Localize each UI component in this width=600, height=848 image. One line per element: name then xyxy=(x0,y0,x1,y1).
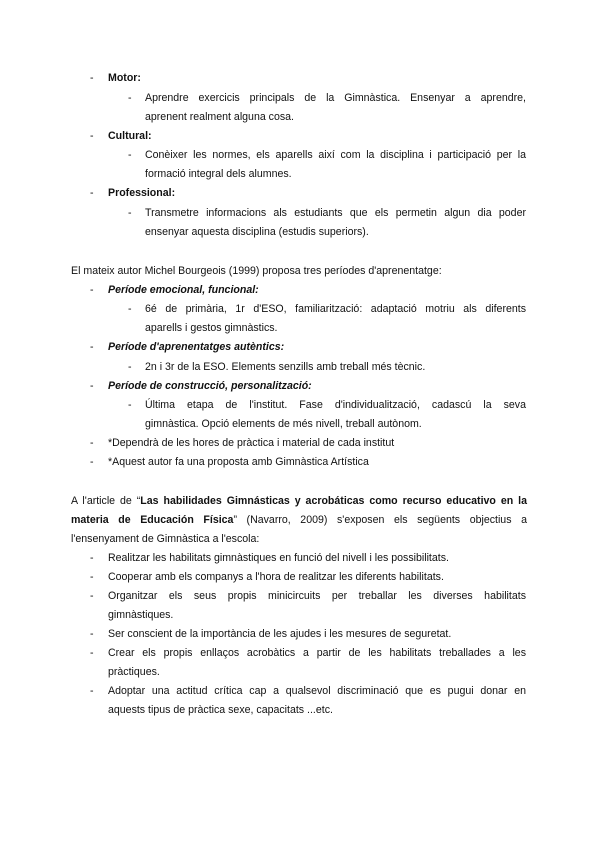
item-text: Adoptar una actitud crítica cap a qualsevol discriminació que es pugui donar en xyxy=(108,685,526,697)
item-heading: Motor: xyxy=(108,72,141,84)
item-text: Conèixer les normes, els aparells així com la disciplina i participació per la xyxy=(145,149,526,161)
bullet-dash: - xyxy=(90,284,94,296)
bullet-dash: - xyxy=(90,187,94,199)
item-text: Aprendre exercicis principals de la Gimnàstica. Ensenyar a aprendre, xyxy=(145,92,526,104)
intro-suffix: ” (Navarro, 2009) s'exposen els següents objectius a xyxy=(233,514,527,526)
bullet-dash: - xyxy=(90,590,94,602)
item-text: Crear els propis enllaços acrobàtics a partir de les habilitats treballades a les xyxy=(108,647,526,659)
item-text: Ser conscient de la importància de les ajudes i les mesures de seguretat. xyxy=(108,628,452,640)
bullet-dash: - xyxy=(90,380,94,392)
item-heading: Cultural: xyxy=(108,130,152,142)
item-text: aquests tipus de pràctica sexe, capacitats ...etc. xyxy=(108,704,333,716)
bullet-dash: - xyxy=(90,685,94,697)
item-text: Organitzar els seus propis minicircuits per treballar les diverses habilitats xyxy=(108,590,526,602)
paragraph: El mateix autor Michel Bourgeois (1999) proposa tres períodes d'aprenentatge: xyxy=(71,265,442,277)
item-text: aparells i gestos gimnàstics. xyxy=(145,322,278,334)
item-text: Transmetre informacions als estudiants que els permetin algun dia poder xyxy=(145,207,526,219)
note-text: *Dependrà de les hores de pràctica i material de cada institut xyxy=(108,437,395,449)
item-heading: Període d'aprenentatges autèntics: xyxy=(108,341,285,353)
item-heading: Període emocional, funcional: xyxy=(108,284,259,296)
bullet-dash: - xyxy=(90,341,94,353)
sub-bullet-dash: - xyxy=(128,303,132,315)
paragraph xyxy=(71,511,527,530)
item-text: gimnàstiques. xyxy=(108,609,174,621)
sub-bullet-dash: - xyxy=(128,399,132,411)
bullet-dash: - xyxy=(90,571,94,583)
item-text: pràctiques. xyxy=(108,666,160,678)
bullet-dash: - xyxy=(90,456,94,468)
item-text: Realitzar les habilitats gimnàstiques en funció del nivell i les possibilitats. xyxy=(108,552,449,564)
bullet-dash: - xyxy=(90,437,94,449)
item-text: formació integral dels alumnes. xyxy=(145,168,292,180)
bullet-dash: - xyxy=(90,647,94,659)
bullet-dash: - xyxy=(90,130,94,142)
item-text: 2n i 3r de la ESO. Elements senzills amb treball més tècnic. xyxy=(145,361,426,373)
bullet-dash: - xyxy=(90,552,94,564)
item-text: aprenent realment alguna cosa. xyxy=(145,111,295,123)
item-text: Última etapa de l'institut. Fase d'individualització, cadascú la seva xyxy=(145,399,526,411)
bullet-dash: - xyxy=(90,628,94,640)
article-title: Las habilidades Gimnásticas y acrobáticas como recurso educativo en la xyxy=(140,495,527,507)
sub-bullet-dash: - xyxy=(128,361,132,373)
item-heading: Professional: xyxy=(108,187,176,199)
bullet-dash: - xyxy=(90,72,94,84)
sub-bullet-dash: - xyxy=(128,207,132,219)
item-text: gimnàstica. Opció elements de més nivell, treball autònom. xyxy=(145,418,422,430)
intro-prefix: A l'article de “ xyxy=(71,495,141,507)
note-text: *Aquest autor fa una proposta amb Gimnàstica Artística xyxy=(108,456,369,468)
article-title: materia de Educación Física xyxy=(71,514,234,526)
sub-bullet-dash: - xyxy=(128,149,132,161)
sub-bullet-dash: - xyxy=(128,92,132,104)
item-heading: Període de construcció, personalització: xyxy=(108,380,312,392)
item-text: Cooperar amb els companys a l'hora de realitzar les diferents habilitats. xyxy=(108,571,444,583)
paragraph xyxy=(71,492,527,511)
paragraph: l'ensenyament de Gimnàstica a l'escola: xyxy=(71,533,260,545)
item-text: 6é de primària, 1r d'ESO, familiarització: adaptació motriu als diferents xyxy=(145,303,526,315)
item-text: ensenyar aquesta disciplina (estudis superiors). xyxy=(145,226,369,238)
